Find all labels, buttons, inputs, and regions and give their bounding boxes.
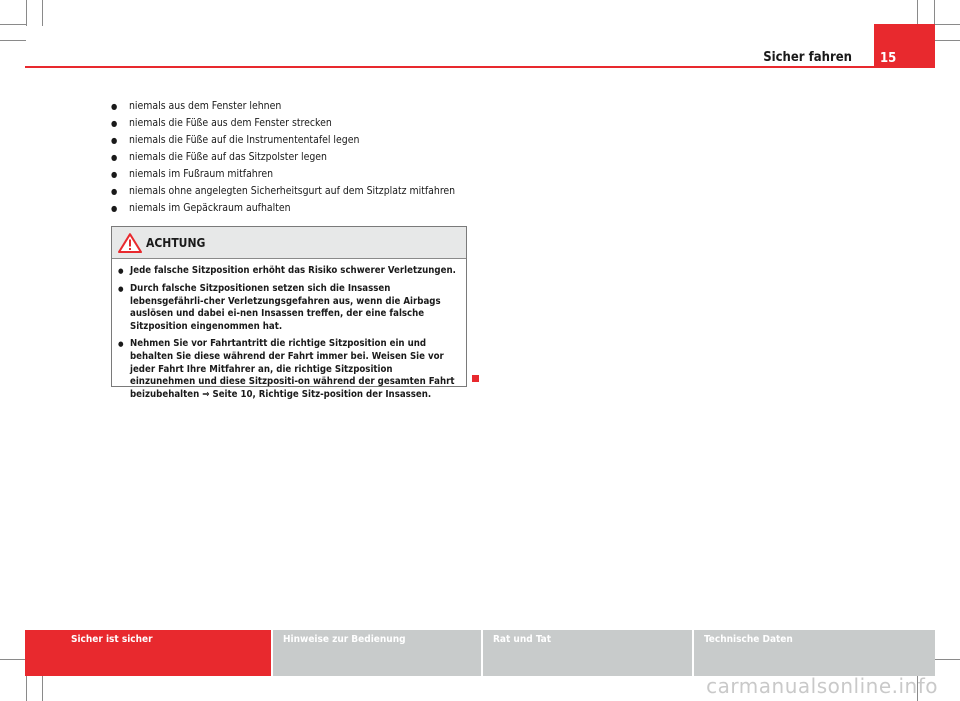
warning-list [112,259,466,402]
crop-mark [934,40,960,41]
crop-mark [42,0,43,26]
crop-mark [0,40,26,41]
warning-item: ● Nehmen Sie vor Fahrtantritt die richtige Sitzposition ein und behalten Sie diese während der Fahrt immer bei. Weisen Sie vor jeder Fahrt Ihre Mitfahrer an, die richtige Sitzposition einzunehmen und diese Sitzpositi-on während der gesamten Fahrt beizubehalten ⇒ Seite 10, Richtige Sitz-position der Insassen. [118,338,460,402]
list-item: ● niemals aus dem Fenster lehnen [111,98,491,115]
list-item: ● niemals ohne angelegten Sicherheitsgurt auf dem Sitzplatz mitfahren [111,183,491,200]
crop-mark [0,659,26,660]
rules-list [111,98,491,217]
page-number: 15 [880,51,897,66]
footer-nav [25,630,935,676]
warning-item: ● Jede falsche Sitzposition erhöht das Risiko schwerer Verletzungen. [118,265,460,278]
header-rule [25,66,935,68]
crop-mark [934,659,960,660]
crop-mark [42,675,43,701]
warning-header [112,227,466,259]
list-item: ● niemals die Füße auf die Instrumententafel legen [111,132,491,149]
crop-mark [934,0,935,26]
warning-box [111,226,467,401]
warning-triangle-icon [118,233,142,253]
section-end-marker [472,375,479,382]
footer-tab-rat-und-tat[interactable]: Rat und Tat [483,630,694,676]
footer-tab-technische-daten[interactable]: Technische Daten [694,630,935,676]
section-title: Sicher fahren [763,50,852,65]
crop-mark [26,675,27,701]
footer-tab-sicher-ist-sicher[interactable]: Sicher ist sicher [25,630,273,676]
footer-tab-hinweise-zur-bedienung[interactable]: Hinweise zur Bedienung [273,630,483,676]
crop-mark [26,0,27,26]
watermark: carmanualsonline.info [706,674,938,698]
warning-title: ACHTUNG [146,236,206,250]
warning-item: ● Durch falsche Sitzpositionen setzen sich die Insassen lebensgefährli-cher Verletzungsgefahren aus, wenn die Airbags auslösen und dabei ei-nen Insassen treffen, der eine falsche Sitzposition eingenommen hat. [118,283,460,334]
list-item: ● niemals die Füße auf das Sitzpolster legen [111,149,491,166]
crop-mark [0,24,26,25]
list-item: ● niemals die Füße aus dem Fenster strecken [111,115,491,132]
crop-mark [934,24,960,25]
crop-mark [917,0,918,26]
list-item: ● niemals im Gepäckraum aufhalten [111,200,491,217]
list-item: ● niemals im Fußraum mitfahren [111,166,491,183]
